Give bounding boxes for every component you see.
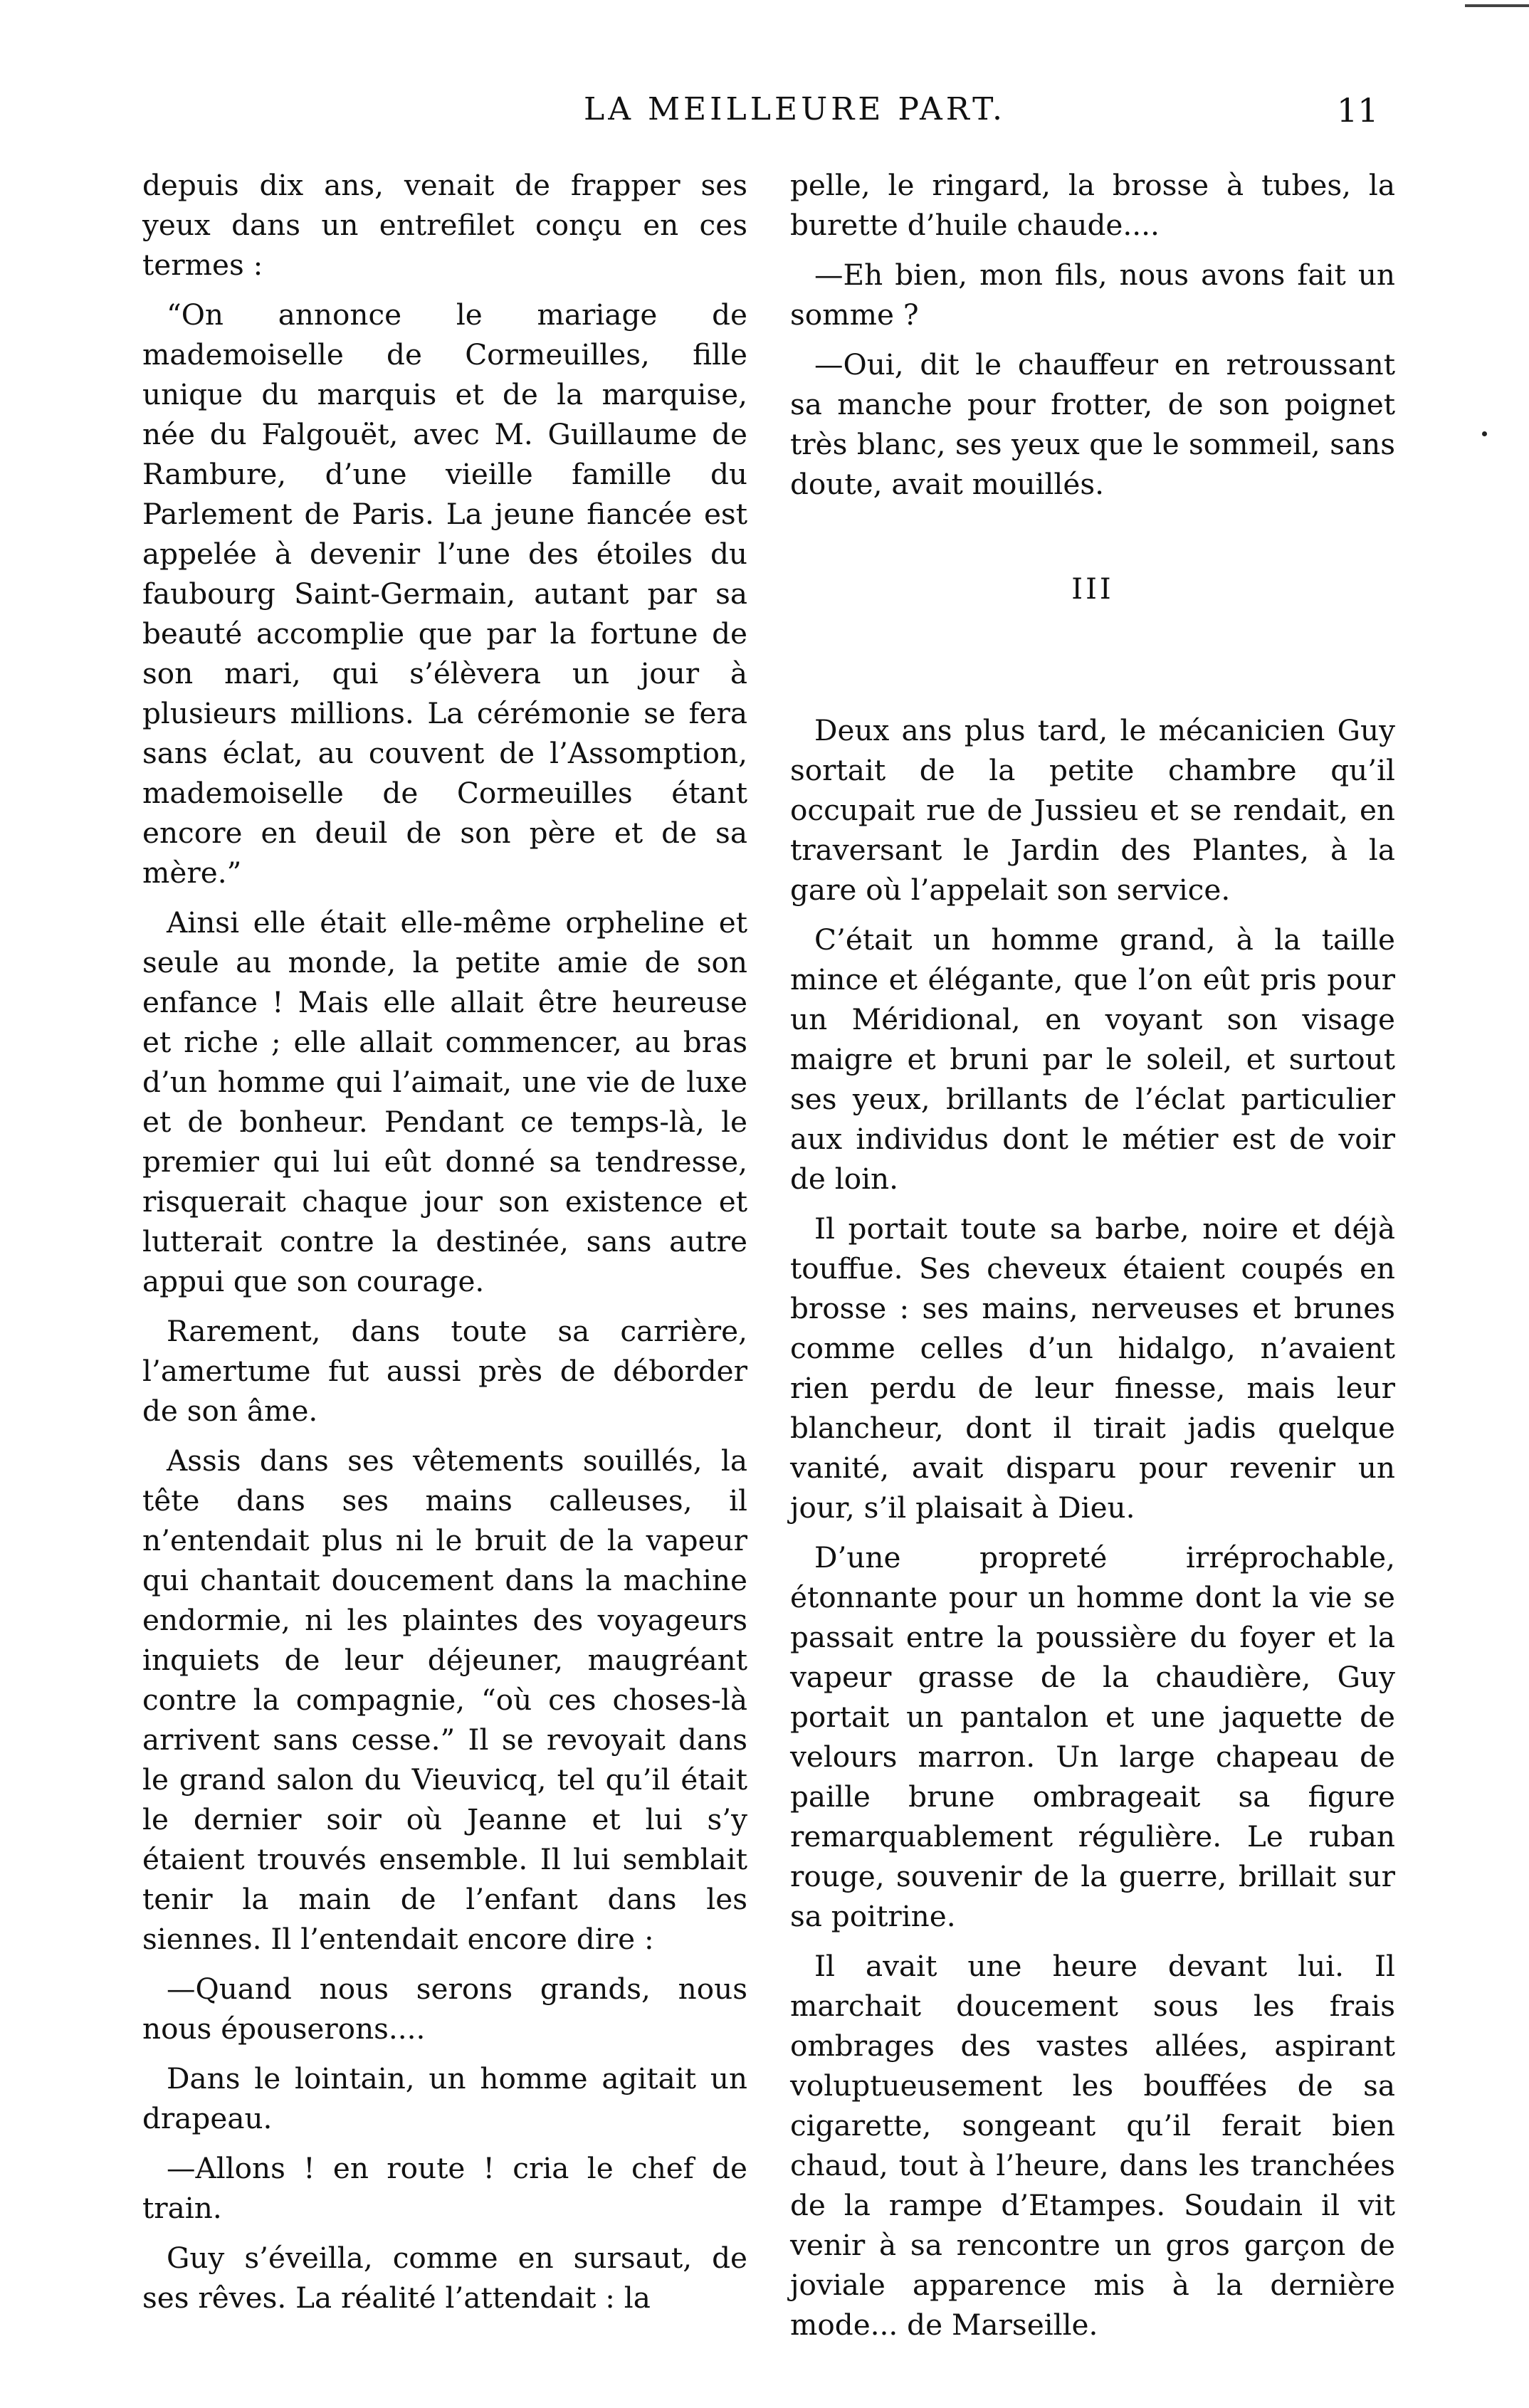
running-title: LA MEILLEURE PART.	[584, 91, 1006, 127]
paragraph: C’était un homme grand, à la taille mince et élégante, que l’on eût pris pour un Méridional, en voyant son visage maigre et bruni par le soleil, et surtout ses yeux, brillants de l’éclat particulier aux individus dont le métier est de voir de loin.	[790, 922, 1395, 1196]
paragraph: depuis dix ans, venait de frapper ses yeux dans un entrefilet conçu en ces termes :	[142, 168, 747, 282]
paragraph: Guy s’éveilla, comme en sursaut, de ses rêves. La réalité l’attendait : la	[142, 2241, 747, 2315]
paragraph: Ainsi elle était elle-même orpheline et seule au monde, la petite amie de son enfance ! Mais elle allait être heureuse et riche ; elle allait commencer, au bras d’un homme qui l’aimait, une vie de luxe et de bonheur. Pendant ce temps-là, le premier qui lui eût donné sa tendresse, risquerait chaque jour son existence et lutterait contre la destinée, sans autre appui que son courage.	[142, 905, 747, 1298]
paragraph: Assis dans ses vêtements souillés, la tête dans ses mains calleuses, il n’entendait plus ni le bruit de la vapeur qui chantait doucement dans la machine endormie, ni les plaintes des voyageurs inquiets de leur déjeuner, maugréant contre la compagnie, “où ces choses-là arrivent sans cesse.” Il se revoyait dans le grand salon du Vieuvicq, tel qu’il était le dernier soir où Jeanne et lui s’y étaient trouvés ensemble. Il lui semblait tenir la main de l’enfant dans les siennes. Il l’entendait encore dire :	[142, 1444, 747, 1956]
paragraph: —Quand nous serons grands, nous nous épouserons....	[142, 1972, 747, 2046]
paragraph: “On annonce le mariage de mademoiselle de Cormeuilles, fille unique du marquis et de la marquise, née du Falgouët, avec M. Guillaume de Rambure, d’une vieille famille du Parlement de Paris. La jeune fiancée est appelée à devenir l’une des étoiles du faubourg Saint-Germain, autant par sa beauté accomplie que par la fortune de son mari, qui s’élèvera un jour à plusieurs millions. La cérémonie se fera sans éclat, au couvent de l’Assomption, mademoiselle de Cormeuilles étant encore en deuil de son père et de sa mère.”	[142, 298, 747, 890]
paragraph: Dans le lointain, un homme agitait un drapeau.	[142, 2061, 747, 2135]
page-number: 11	[1337, 91, 1379, 130]
chapter-heading: III	[1071, 573, 1114, 606]
paragraph: —Oui, dit le chauffeur en retroussant sa manche pour frotter, de son poignet très blanc, ses yeux que le sommeil, sans doute, avait mouillés.	[790, 347, 1395, 501]
paragraph: —Allons ! en route ! cria le chef de train.	[142, 2151, 747, 2225]
margin-speck	[1482, 431, 1487, 436]
paragraph: Rarement, dans toute sa carrière, l’amertume fut aussi près de déborder de son âme.	[142, 1314, 747, 1428]
paragraph: pelle, le ringard, la brosse à tubes, la burette d’huile chaude....	[790, 168, 1395, 242]
paragraph: D’une propreté irréprochable, étonnante pour un homme dont la vie se passait entre la poussière du foyer et la vapeur grasse de la chaudière, Guy portait un pantalon et une jaquette de velours marron. Un large chapeau de paille brune ombrageait sa figure remarquablement régulière. Le ruban rouge, souvenir de la guerre, brillait sur sa poitrine.	[790, 1540, 1395, 1933]
paragraph: —Eh bien, mon fils, nous avons fait un somme ?	[790, 258, 1395, 332]
page-header	[0, 91, 1529, 141]
scan-edge-mark	[1465, 4, 1529, 7]
paragraph: Il avait une heure devant lui. Il marchait doucement sous les frais ombrages des vastes allées, aspirant voluptueusement les bouffées de sa cigarette, songeant qu’il ferait bien chaud, tout à l’heure, dans les tranchées de la rampe d’Etampes. Soudain il vit venir à sa rencontre un gros garçon de joviale apparence mis à la dernière mode... de Marseille.	[790, 1949, 1395, 2342]
left-column	[142, 165, 747, 2328]
paragraph: Deux ans plus tard, le mécanicien Guy sortait de la petite chambre qu’il occupait rue de Jussieu et se rendait, en traversant le Jardin des Plantes, à la gare où l’appelait son service.	[790, 713, 1395, 907]
paragraph: Il portait toute sa barbe, noire et déjà touffue. Ses cheveux étaient coupés en brosse : ses mains, nerveuses et brunes comme celles d’un hidalgo, n’avaient rien perdu de leur finesse, mais leur blancheur, dont il tirait jadis quelque vanité, avait disparu pour revenir un jour, s’il plaisait à Dieu.	[790, 1211, 1395, 1525]
right-column	[790, 165, 1395, 2355]
